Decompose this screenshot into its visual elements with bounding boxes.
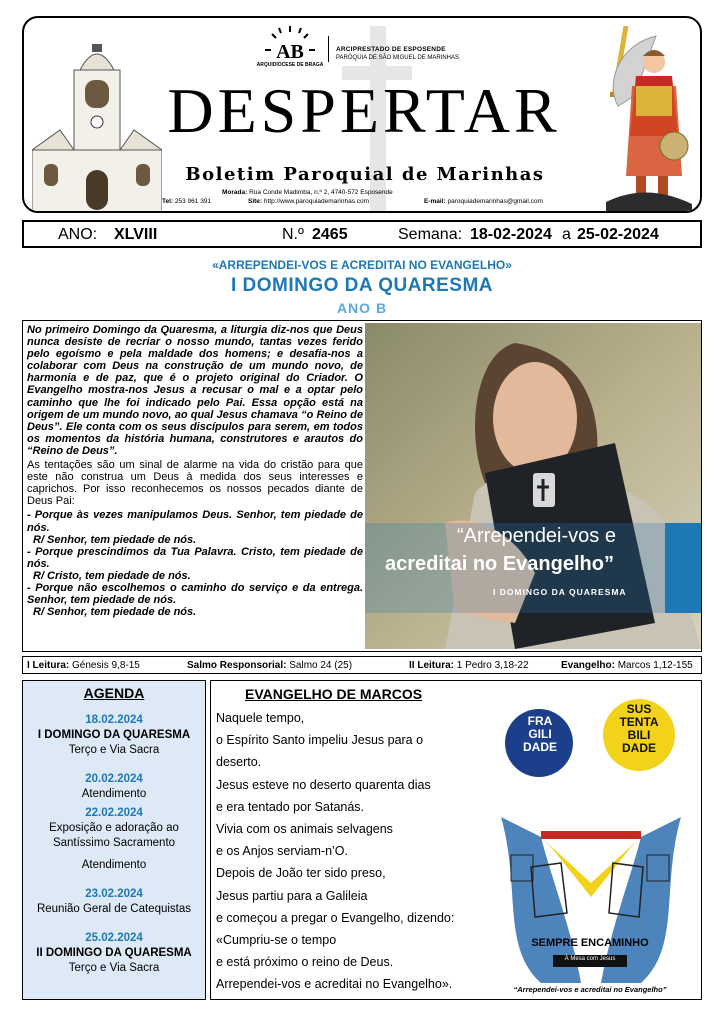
photo-quote-line1: “Arrependei-vos e	[457, 525, 616, 547]
readings-bar	[22, 656, 702, 674]
agenda-panel	[22, 680, 206, 1000]
gospel-line: Arrependei-vos e acreditai no Evangelho».	[216, 977, 453, 992]
first-reading: I Leitura: Génesis 9,8-15	[27, 660, 140, 671]
gospel-line: e os Anjos serviam-n’O.	[216, 844, 348, 859]
poster-tag: À Mesa com Jesus	[564, 956, 616, 962]
gospel-line: e começou a pregar o Evangelho, dizendo:	[216, 910, 455, 925]
gospel-line: Vivia com os animais selvagens	[216, 822, 393, 837]
agenda-line: Exposição e adoração ao	[49, 822, 179, 834]
agenda-title: AGENDA	[83, 685, 145, 701]
agenda-line: Terço e Via Sacra	[68, 962, 160, 974]
week-end: 25-02-2024	[577, 226, 659, 243]
gospel-line: e era tentado por Satanás.	[216, 799, 365, 814]
gospel-line: Jesus partiu para a Galileia	[216, 888, 368, 903]
litany-response: R/ Senhor, tem piedade de nós.	[33, 533, 197, 546]
photo-subtitle: I DOMINGO DA QUARESMA	[493, 587, 627, 597]
intro-paragraph: No primeiro Domingo da Quaresma, a liturgia diz-nos que Deus nunca desiste de recriar o nosso mundo, tantas vezes ferido pelo egoísmo e pela maldade dos homens; e desafia-nos a colaborar com Deus na construção de um mundo novo, de harmonia e de paz, que é o projeto original do Criador. O Evangelho mostra-nos Jesus a recusar o mal e a optar pelo caminho que lhe foi indicado pelo Pai. Essa opção está na origem de um mundo novo, ao qual Jesus chamava “o Reino de Deus”. Ele conta com os seus discípulos para serem, em todos os momentos da história humana, construtores e arautos do “Reino de Deus”.	[27, 324, 363, 457]
week-label: Semana:	[398, 226, 463, 243]
gospel-panel	[210, 680, 702, 1000]
litany-line: - Porque não escolhemos o caminho do serviço e da entrega. Senhor, tem piedade de nós.	[27, 581, 363, 607]
gospel-line: Jesus esteve no deserto quarenta dias	[216, 777, 431, 792]
poster-caption: “Arrependei-vos e acreditai no Evangelho”	[513, 985, 667, 994]
agenda-line: I DOMINGO DA QUARESMA	[37, 729, 191, 741]
year-label: ANO:	[58, 226, 98, 243]
poster-word-sustentabilidade: SUS TENTA BILI DADE	[619, 702, 659, 755]
gospel-line: «Cumpriu-se o tempo	[216, 933, 337, 948]
agenda-line: Atendimento	[81, 859, 147, 871]
intro-section	[22, 320, 702, 652]
agenda-entry	[23, 713, 205, 758]
agenda-line: Santíssimo Sacramento	[52, 837, 176, 849]
agenda-line: Terço e Via Sacra	[68, 744, 160, 756]
litany-response: R/ Cristo, tem piedade de nós.	[33, 569, 191, 582]
gospel-line: e está próximo o reino de Deus.	[216, 955, 394, 970]
lent-photo	[365, 323, 701, 649]
paroquia: PARÓQUIA DE SÃO MIGUEL DE MARINHAS	[336, 55, 460, 61]
gospel-line: o Espírito Santo impeliu Jesus para o	[216, 733, 424, 748]
address: Morada: Rua Conde Madimba, n.º 2, 4740-572 Esposende	[222, 189, 393, 196]
agenda-date: 22.02.2024	[85, 807, 143, 819]
agenda-line: II DOMINGO DA QUARESMA	[36, 947, 192, 959]
year-value: XLVIII	[114, 226, 158, 243]
liturgical-year: ANO B	[336, 300, 388, 316]
agenda-entry	[23, 806, 205, 873]
number-value: 2465	[312, 226, 348, 243]
saint-michael-illustration	[596, 26, 696, 212]
gospel-line: deserto.	[216, 755, 262, 770]
agenda-date: 25.02.2024	[85, 932, 143, 944]
sunday-title: I DOMINGO DA QUARESMA	[230, 275, 494, 296]
litany-line: - Porque prescindimos da Tua Palavra. Cristo, tem piedade de nós.	[27, 545, 363, 570]
bulletin-subtitle: Boletim Paroquial de Marinhas	[185, 164, 545, 185]
logo-caption: ARQUIDIOCESE DE BRAGA	[256, 62, 324, 68]
bulletin-title: DESPERTAR	[167, 75, 561, 146]
week-start: 18-02-2024	[470, 226, 552, 243]
intro-text	[27, 324, 363, 618]
theme-quote: «ARREPENDEI-VOS E ACREDITAI NO EVANGELHO»	[212, 258, 512, 272]
email[interactable]: E-mail: paroquiademarinhas@gmail.com	[424, 198, 543, 205]
number-label: N.º	[282, 226, 304, 243]
agenda-date: 20.02.2024	[85, 773, 143, 785]
svg-text:AB: AB	[276, 41, 304, 63]
gospel-line: Naquele tempo,	[216, 711, 305, 725]
masthead	[22, 16, 702, 213]
photo-quote-line2: acreditai no Evangelho”	[385, 553, 614, 575]
arciprestado: ARCIPRESTADO DE ESPOSENDE	[336, 46, 446, 53]
psalm: Salmo Responsorial: Salmo 24 (25)	[187, 660, 353, 671]
poster-word-fragilidade: FRA GILI DADE	[522, 714, 557, 754]
woman-with-bible-image	[365, 323, 701, 649]
agenda-entry	[23, 887, 205, 917]
litany-response: R/ Senhor, tem piedade de nós.	[33, 606, 197, 619]
poster-brand: SEMPRE ENCAMINHO	[531, 937, 649, 949]
lent-poster	[481, 687, 699, 997]
intro-paragraph: As tentações são um sinal de alarme na vida do cristão para que este não construa um Deus à medida dos seus interesses e caprichos. Por isso reconhecemos os nossos pecados diante de Deus Pai:	[27, 459, 363, 508]
agenda-line: Reunião Geral de Catequistas	[36, 903, 192, 915]
agenda-line: Atendimento	[81, 788, 147, 800]
agenda-entry	[23, 931, 205, 976]
second-reading: II Leitura: 1 Pedro 3,18-22	[409, 660, 529, 671]
archdiocese-logo-icon	[262, 24, 318, 80]
issue-info-bar	[22, 220, 702, 248]
gospel-title: EVANGELHO DE MARCOS	[245, 686, 423, 702]
agenda-date: 18.02.2024	[85, 714, 143, 726]
telephone: Tel: 253 961 391	[162, 198, 212, 205]
week-sep: a	[562, 226, 571, 243]
gospel-line: Depois de João ter sido preso,	[216, 866, 386, 881]
litany-line: - Porque às vezes manipulamos Deus. Senhor, tem piedade de nós.	[27, 509, 363, 534]
agenda-entry	[23, 772, 205, 802]
agenda-date: 23.02.2024	[85, 888, 143, 900]
gospel-text	[216, 707, 488, 996]
website[interactable]: Site: http://www.paroquiademarinhas.com	[248, 198, 370, 205]
gospel-reading: Evangelho: Marcos 1,12-155	[561, 660, 693, 671]
logo-divider	[328, 36, 329, 62]
